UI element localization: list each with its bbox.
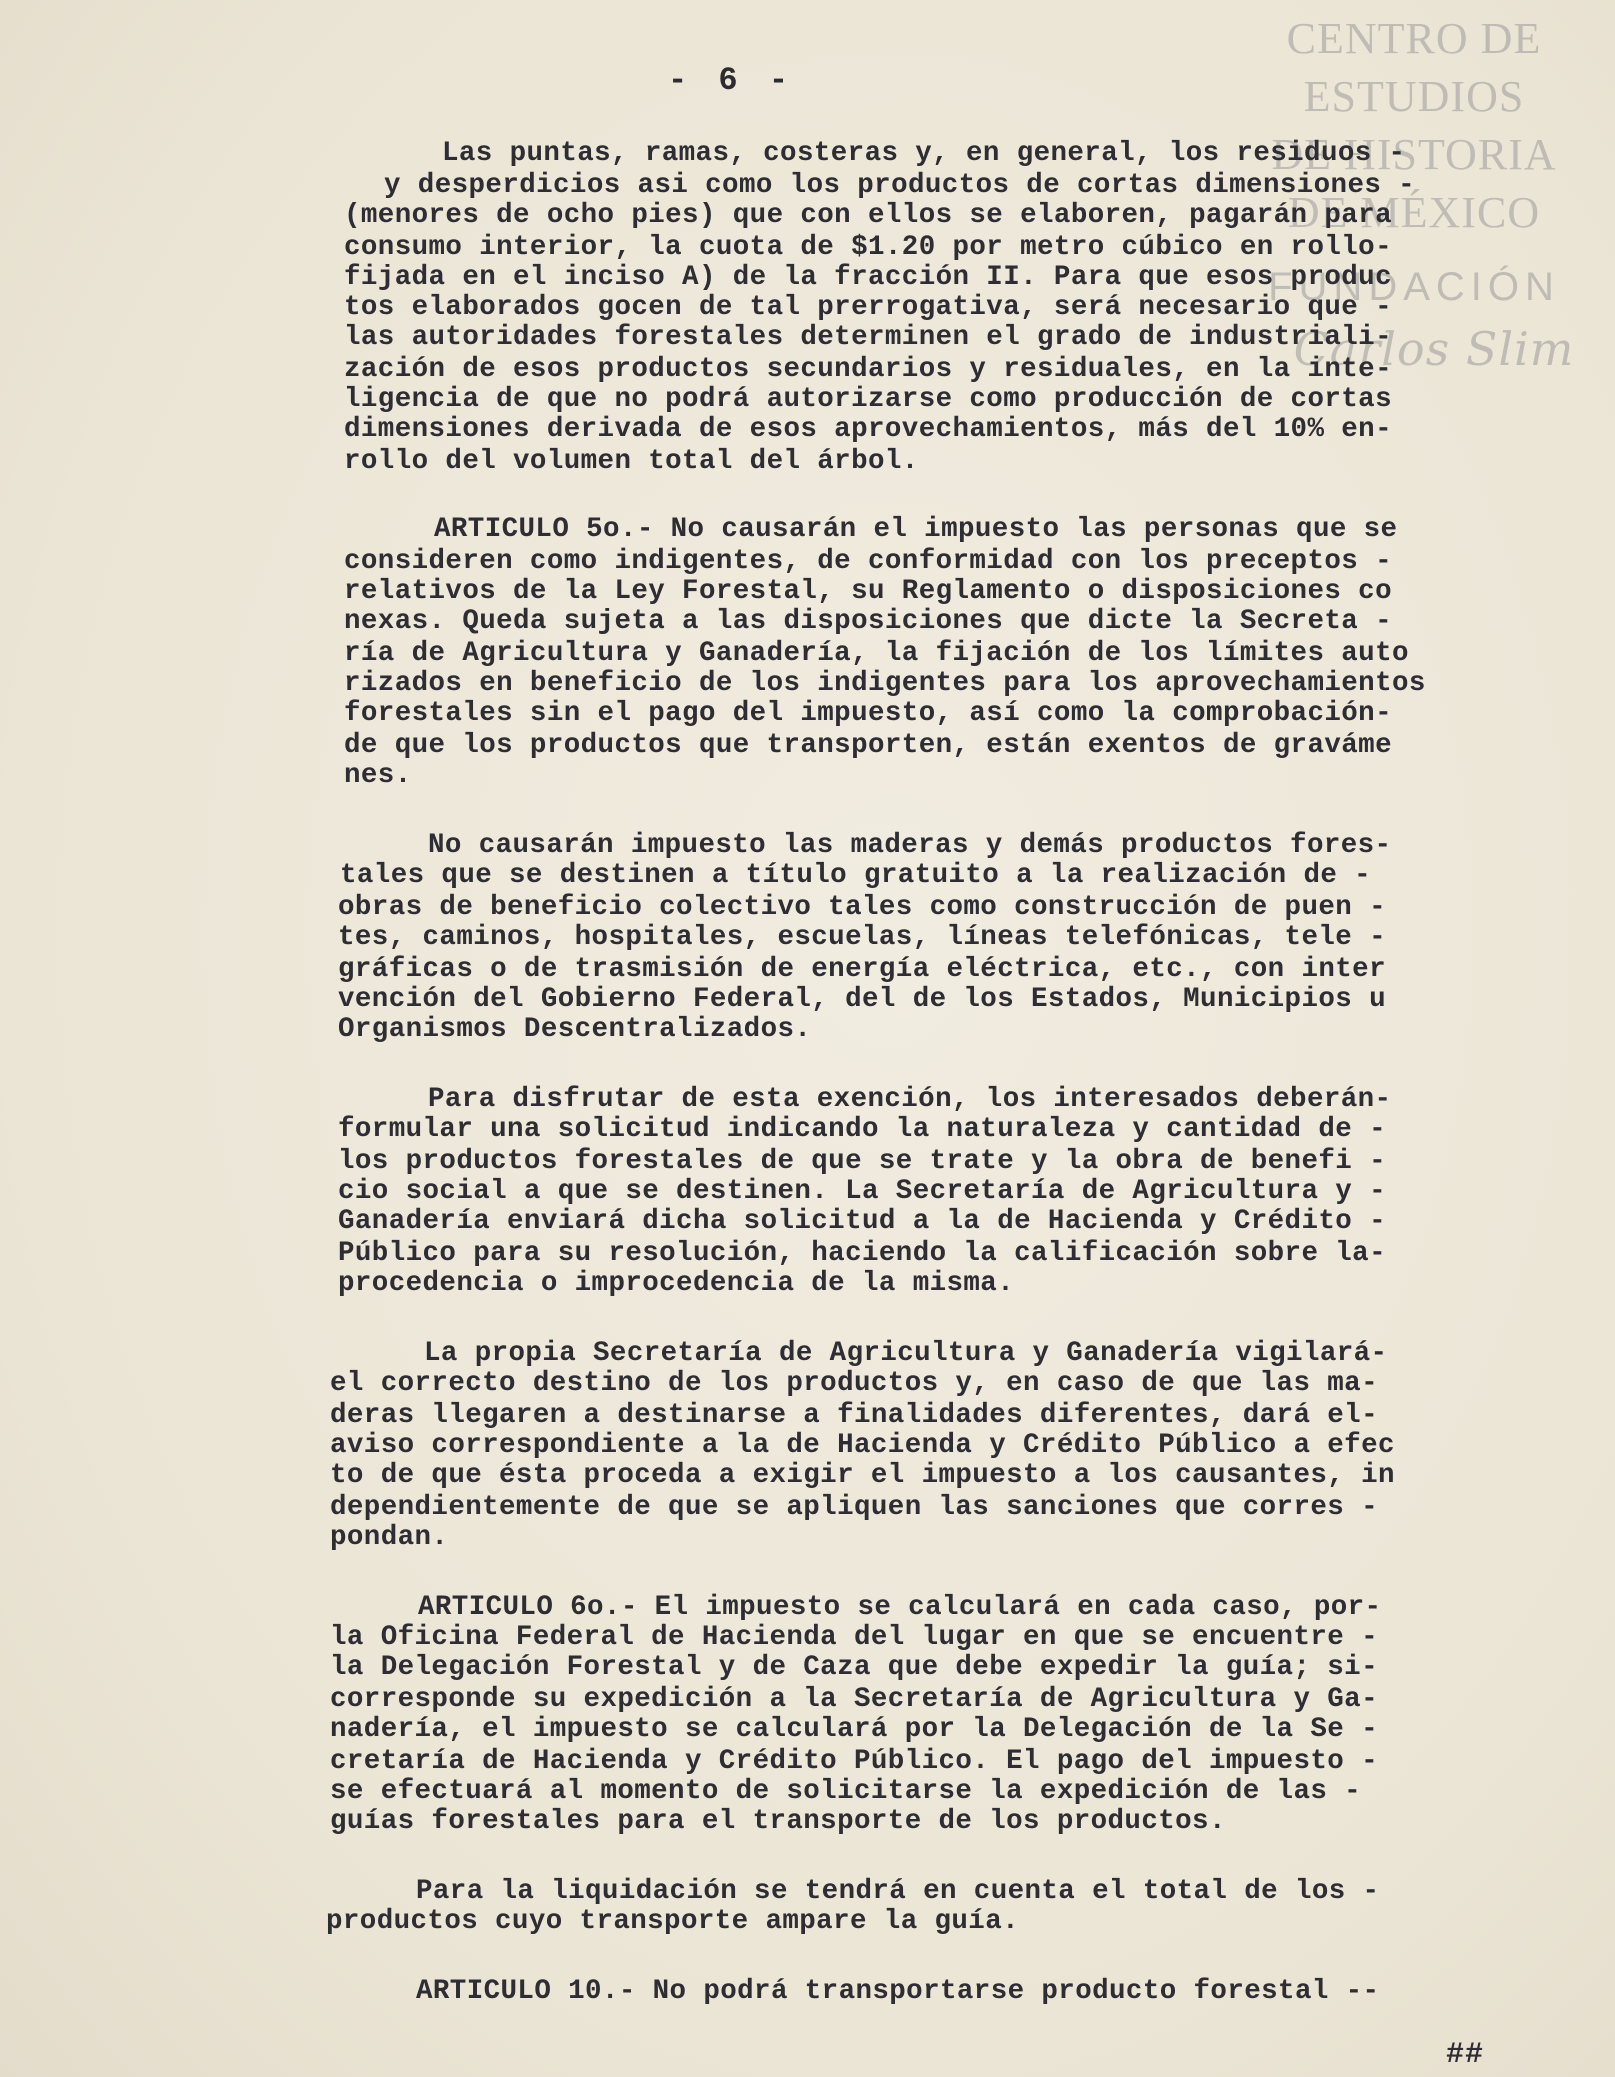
text-line: ligencia de que no podrá autorizarse como producción de cortas xyxy=(344,384,1392,415)
text-line: el correcto destino de los productos y, en caso de que las ma- xyxy=(330,1368,1378,1399)
text-line: tes, caminos, hospitales, escuelas, líneas telefónicas, tele - xyxy=(338,922,1386,953)
text-line: ARTICULO 10.- No podrá transportarse producto forestal -- xyxy=(416,1976,1380,2007)
text-line: cretaría de Hacienda y Crédito Público. El pago del impuesto - xyxy=(330,1746,1378,1777)
text-line: cio social a que se destinen. La Secretaría de Agricultura y - xyxy=(338,1176,1386,1207)
text-line: rizados en beneficio de los indigentes para los aprovechamientos xyxy=(344,668,1426,699)
watermark-line: DE HISTORIA xyxy=(1271,130,1557,179)
text-line: nes. xyxy=(344,760,412,791)
text-line: de que los productos que transporten, están exentos de graváme xyxy=(344,730,1392,761)
watermark-foundation: FUNDACIÓN xyxy=(1268,265,1560,309)
text-line: productos cuyo transporte ampare la guía. xyxy=(326,1906,1020,1937)
text-line: Organismos Descentralizados. xyxy=(338,1014,812,1045)
text-line: se efectuará al momento de solicitarse la expedición de las - xyxy=(330,1776,1362,1807)
text-line: y desperdicios asi como los productos de cortas dimensiones - xyxy=(384,170,1416,201)
end-mark: ## xyxy=(1446,2038,1485,2072)
text-line: No causarán impuesto las maderas y demás productos fores- xyxy=(428,830,1392,861)
text-line: dimensiones derivada de esos aprovechamientos, más del 10% en- xyxy=(344,414,1392,445)
text-line: nadería, el impuesto se calculará por la Delegación de la Se - xyxy=(330,1714,1378,1745)
text-line: tales que se destinen a título gratuito a la realización de - xyxy=(340,860,1372,891)
text-line: gráficas o de trasmisión de energía eléctrica, etc., con inter xyxy=(338,954,1386,985)
text-line: ARTICULO 6o.- El impuesto se calculará en cada caso, por- xyxy=(418,1592,1382,1623)
watermark-line: DE MÉXICO xyxy=(1287,188,1541,237)
text-line: Las puntas, ramas, costeras y, en general, los residuos - xyxy=(442,138,1406,169)
text-line: guías forestales para el transporte de los productos. xyxy=(330,1806,1226,1837)
text-line: corresponde su expedición a la Secretaría de Agricultura y Ga- xyxy=(330,1684,1378,1715)
text-line: ARTICULO 5o.- No causarán el impuesto las personas que se xyxy=(434,514,1398,545)
text-line: Para la liquidación se tendrá en cuenta el total de los - xyxy=(416,1876,1380,1907)
watermark-signature: Carlos Slim xyxy=(1293,322,1575,376)
watermark-line: CENTRO DE xyxy=(1286,14,1542,63)
text-line: deras llegaren a destinarse a finalidades diferentes, dará el- xyxy=(330,1400,1378,1431)
text-line: los productos forestales de que se trate y la obra de benefi - xyxy=(338,1146,1386,1177)
text-line: (menores de ocho pies) que con ellos se elaboren, pagarán para xyxy=(344,200,1392,231)
text-line: la Delegación Forestal y de Caza que debe expedir la guía; si- xyxy=(330,1652,1378,1683)
text-line: nexas. Queda sujeta a las disposiciones que dicte la Secreta - xyxy=(344,606,1392,637)
text-line: formular una solicitud indicando la naturaleza y cantidad de - xyxy=(338,1114,1386,1145)
watermark-line: ESTUDIOS xyxy=(1303,72,1525,121)
text-line: to de que ésta proceda a exigir el impuesto a los causantes, in xyxy=(330,1460,1395,1491)
text-line: tos elaborados gocen de tal prerrogativa, será necesario que - xyxy=(344,292,1392,323)
text-line: procedencia o improcedencia de la misma. xyxy=(338,1268,1015,1299)
text-line: Público para su resolución, haciendo la calificación sobre la- xyxy=(338,1238,1386,1269)
text-line: relativos de la Ley Forestal, su Reglamento o disposiciones co xyxy=(344,576,1392,607)
text-line: forestales sin el pago del impuesto, así como la comprobación- xyxy=(344,698,1392,729)
text-line: aviso correspondiente a la de Hacienda y Crédito Público a efec xyxy=(330,1430,1395,1461)
text-line: pondan. xyxy=(330,1522,449,1553)
text-line: Ganadería enviará dicha solicitud a la de Hacienda y Crédito - xyxy=(338,1206,1386,1237)
text-line: zación de esos productos secundarios y residuales, en la inte- xyxy=(344,354,1392,385)
text-line: rollo del volumen total del árbol. xyxy=(344,446,919,477)
page-number: - 6 - xyxy=(668,62,795,99)
text-line: La propia Secretaría de Agricultura y Ganadería vigilará- xyxy=(424,1338,1388,1369)
text-line: Para disfrutar de esta exención, los interesados deberán- xyxy=(428,1084,1392,1115)
text-line: consumo interior, la cuota de $1.20 por metro cúbico en rollo- xyxy=(344,232,1392,263)
text-line: obras de beneficio colectivo tales como construcción de puen - xyxy=(338,892,1386,923)
text-line: consideren como indigentes, de conformidad con los preceptos - xyxy=(344,546,1392,577)
text-line: fijada en el inciso A) de la fracción II. Para que esos produc xyxy=(344,262,1392,293)
text-line: la Oficina Federal de Hacienda del lugar en que se encuentre - xyxy=(330,1622,1378,1653)
text-line: ría de Agricultura y Ganadería, la fijación de los límites auto xyxy=(344,638,1409,669)
text-line: vención del Gobierno Federal, del de los Estados, Municipios u xyxy=(338,984,1386,1015)
text-line: las autoridades forestales determinen el grado de industriali- xyxy=(344,322,1392,353)
text-line: dependientemente de que se apliquen las sanciones que corres - xyxy=(330,1492,1378,1523)
